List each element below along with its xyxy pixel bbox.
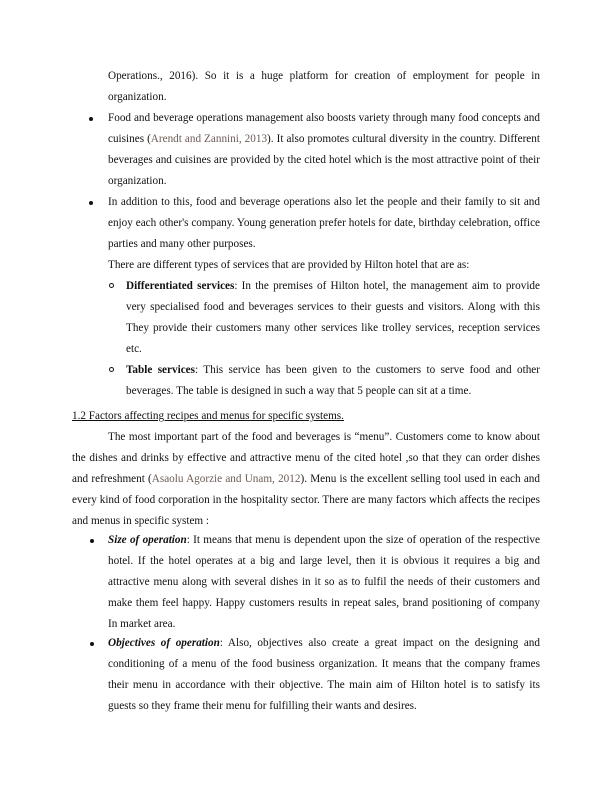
factor-title: Objectives of operation	[108, 637, 220, 649]
continued-paragraph	[108, 66, 540, 108]
bullet-icon	[90, 642, 94, 646]
bullet-paragraph-family	[108, 192, 540, 255]
text-run: : It means that menu is dependent upon the size of operation of the respective hotel. If the hotel operates at a big and large level, then it is obvious it requires a big and attractive menu along with several dishes in it so as to fulfil the needs of their customers and make them feel happy. Happy customers results in repeat sales, brand positioning of company In market area.	[108, 534, 540, 630]
bullet-icon	[90, 539, 94, 543]
text-run: ). Menu is the excellent selling tool used in each and every kind of food corporation in the hospitality sector. There are many factors which affects the recipes and menus in specific system :	[72, 473, 540, 527]
bullet-paragraph-food-concepts	[108, 108, 540, 192]
bullet-icon	[89, 201, 93, 205]
factor-text	[108, 633, 540, 717]
sub-item-differentiated-services	[126, 276, 540, 360]
section-paragraph-text	[72, 427, 540, 532]
section-heading-text: 1.2 Factors affecting recipes and menus for specific systems.	[72, 410, 344, 422]
section-paragraph	[72, 427, 540, 532]
text-run: The most important part of the food and beverages is “menu”. Customers come to know about the dishes and drinks by effective and attractive menu of the cited hotel ,so that they can order dishes and refreshment (	[72, 431, 540, 485]
section-heading	[72, 406, 540, 427]
services-intro	[108, 255, 540, 276]
factor-title: Size of operation	[108, 534, 187, 546]
text-run: : In the premises of Hilton hotel, the management aim to provide very specialised food and beverages services to their guests and visitors. Along with this They provide their customers many other services like trolley services, reception services etc.	[126, 280, 540, 355]
circle-bullet-icon	[109, 283, 114, 288]
sub-item-title: Table services	[126, 364, 195, 376]
factor-objectives-of-operation	[108, 633, 540, 717]
bullet-text: In addition to this, food and beverage operations also let the people and their family to sit and enjoy each other's company. Young generation prefer hotels for date, birthday celebration, office parties and many other purposes.	[108, 196, 540, 250]
bullet-text	[108, 108, 540, 192]
sub-item-title: Differentiated services	[126, 280, 235, 292]
factor-text	[108, 530, 540, 635]
text-run: : Also, objectives also create a great impact on the designing and conditioning of a menu of the food business organization. It means that the company frames their menu in accordance with their objective. The main aim of Hilton hotel is to satisfy its guests so they frame their menu for fulfilling their wants and desires.	[108, 637, 540, 712]
services-intro-text: There are different types of services that are provided by Hilton hotel that are as:	[108, 259, 470, 271]
sub-item-text	[126, 360, 540, 402]
circle-bullet-icon	[109, 367, 114, 372]
continued-text: Operations., 2016). So it is a huge platform for creation of employment for people in organization.	[108, 70, 540, 103]
citation: Asaolu Agorzie and Unam, 2012	[151, 473, 301, 485]
text-run: : This service has been given to the customers to serve food and other beverages. The table is designed in such a way that 5 people can sit at a time.	[126, 364, 540, 397]
citation: Arendt and Zannini, 2013	[150, 133, 268, 145]
sub-item-text	[126, 276, 540, 360]
text-run: Food and beverage operations management also boosts variety through many food concepts and cuisines (	[108, 112, 540, 145]
bullet-icon	[89, 117, 93, 121]
sub-item-table-services	[126, 360, 540, 402]
factor-size-of-operation	[108, 530, 540, 635]
text-run: ). It also promotes cultural diversity in the country. Different beverages and cuisines are provided by the cited hotel which is the most attractive point of their organization.	[108, 133, 540, 187]
